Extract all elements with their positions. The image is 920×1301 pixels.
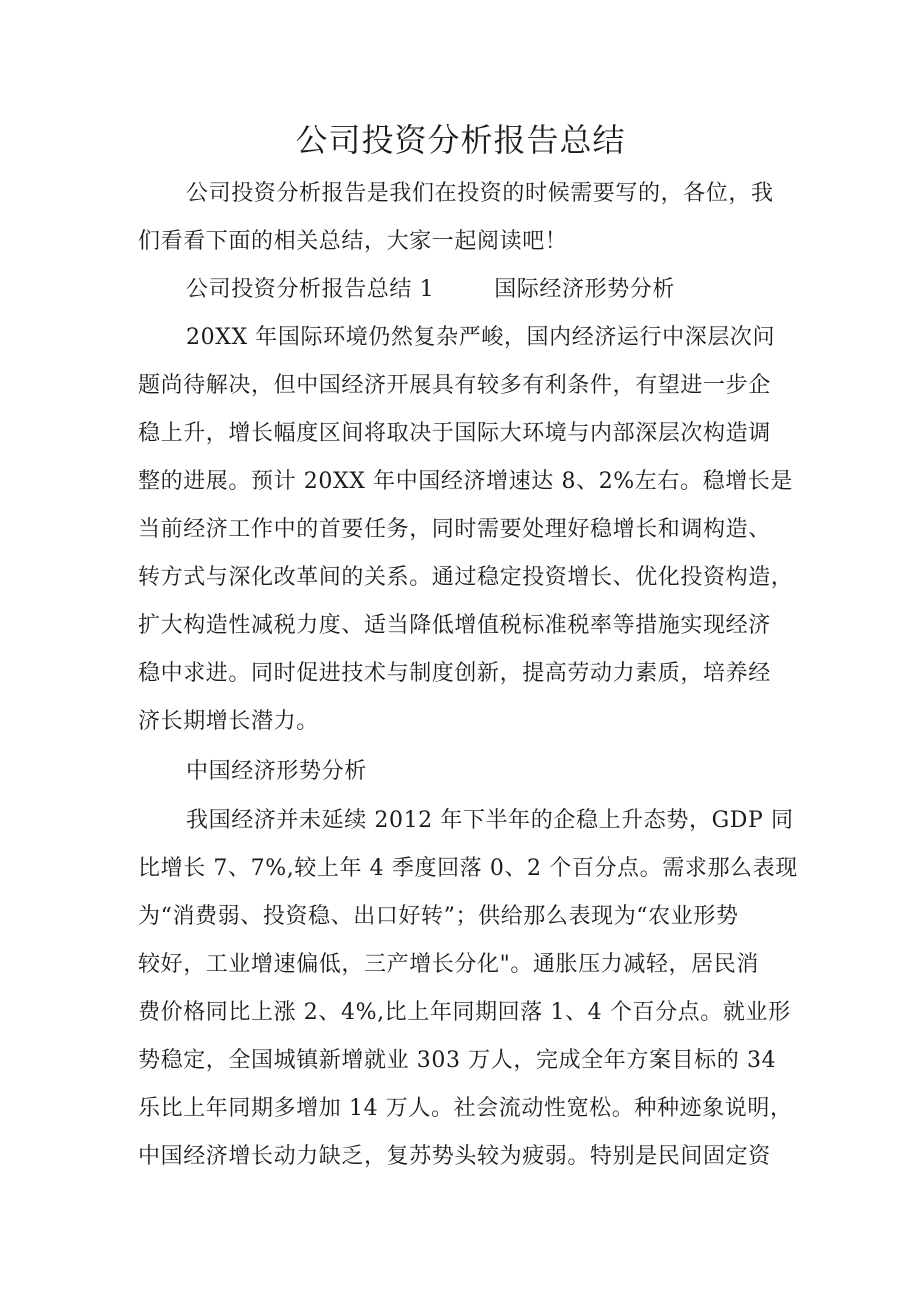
intro-paragraph bbox=[138, 170, 798, 266]
document-title: 公司投资分析报告总结 bbox=[295, 121, 626, 159]
text-line: 整的进展。预计 20XX 年中国经济增速达 8、2%左右。稳增长是 bbox=[138, 469, 793, 494]
text-line: 扩大构造性减税力度、适当降低增值税标准税率等措施实现经济 bbox=[138, 613, 771, 638]
text-line: 费价格同比上涨 2、4%,比上年同期回落 1、4 个百分点。就业形 bbox=[138, 1000, 791, 1025]
text-line: 我国经济并未延续 2012 年下半年的企稳上升态势，GDP 同 bbox=[186, 808, 794, 833]
text-line: 中国经济增长动力缺乏，复苏势头较为疲弱。特别是民间固定资 bbox=[138, 1144, 771, 1169]
section-heading: 公司投资分析报告总结 1 bbox=[186, 277, 435, 302]
section-heading-row bbox=[138, 266, 798, 314]
section-heading-line-2 bbox=[138, 748, 798, 796]
text-line: 们看看下面的相关总结，大家一起阅读吧！ bbox=[138, 229, 568, 254]
section-subheading: 国际经济形势分析 bbox=[494, 277, 676, 302]
text-line: 稳中求进。同时促进技术与制度创新，提高劳动力素质，培养经 bbox=[138, 661, 771, 686]
text-line: 转方式与深化改革间的关系。通过稳定投资增长、优化投资构造， bbox=[138, 565, 794, 590]
text-line: 20XX 年国际环境仍然复杂严峻，国内经济运行中深层次问 bbox=[186, 325, 776, 350]
text-line: 济长期增长潜力。 bbox=[138, 709, 319, 734]
text-line: 公司投资分析报告是我们在投资的时候需要写的，各位，我 bbox=[186, 181, 774, 206]
text-line: 比增长 7、7%,较上年 4 季度回落 0、2 个百分点。需求那么表现 bbox=[138, 856, 798, 881]
text-line: 题尚待解决，但中国经济开展具有较多有利条件，有望进一步企 bbox=[138, 373, 771, 398]
text-line: 稳上升，增长幅度区间将取决于国际大环境与内部深层次构造调 bbox=[138, 421, 771, 446]
china-paragraph bbox=[138, 797, 798, 1181]
text-line: 势稳定，全国城镇新增就业 303 万人，完成全年方案目标的 34 bbox=[138, 1048, 777, 1073]
international-paragraph bbox=[138, 314, 798, 746]
text-line: 当前经济工作中的首要任务，同时需要处理好稳增长和调构造、 bbox=[138, 517, 771, 542]
text-line: 为“消费弱、投资稳、出口好转”；供给那么表现为“农业形势 bbox=[138, 904, 739, 929]
text-line: 乐比上年同期多增加 14 万人。社会流动性宽松。种种迹象说明， bbox=[138, 1096, 793, 1121]
text-line: 较好，工业增速偏低，三产增长分化"。通胀压力减轻，居民消 bbox=[138, 952, 759, 977]
section-heading-line bbox=[138, 266, 798, 314]
section-heading-2: 中国经济形势分析 bbox=[186, 759, 367, 784]
